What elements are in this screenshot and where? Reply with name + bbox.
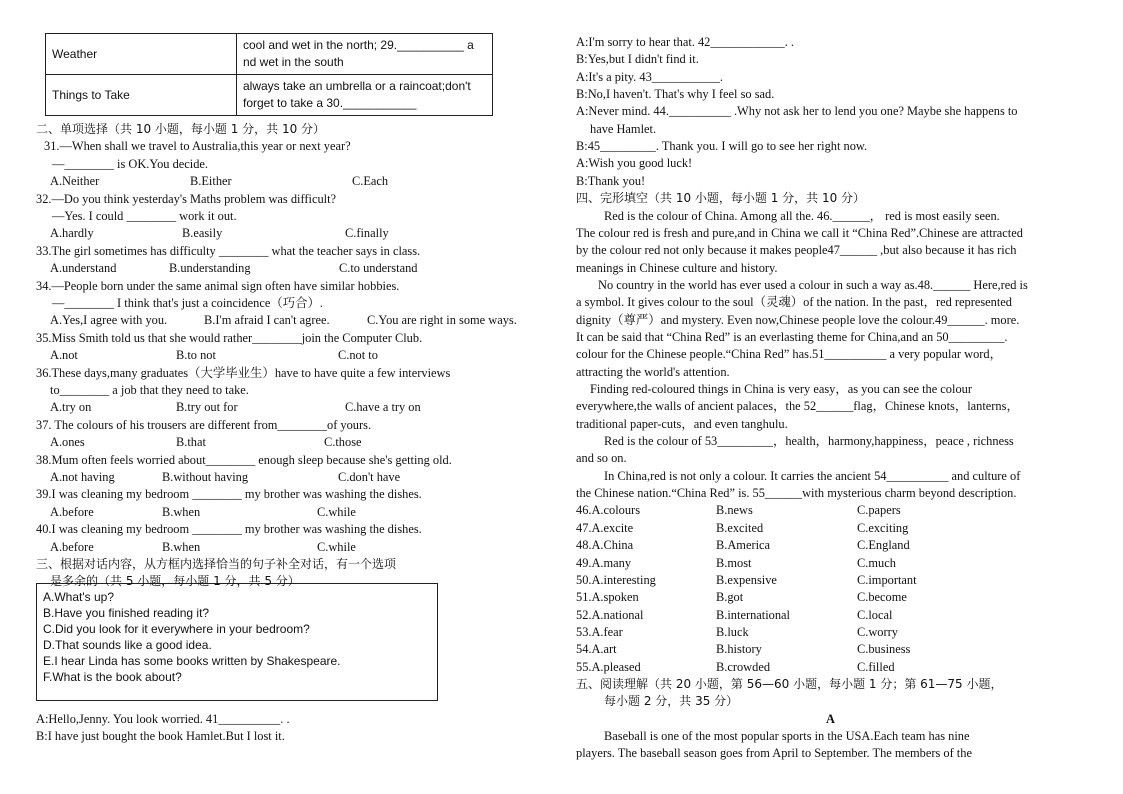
option-item: A.ones xyxy=(50,435,85,450)
passage-line: In China,red is not only a colour. It carries the ancient 54__________ and culture of xyxy=(604,468,1021,483)
question-line: 38.Mum often feels worried about________ enough sleep because she's getting old. xyxy=(36,452,452,467)
option-item: A.Neither xyxy=(50,174,100,189)
option-item: C.become xyxy=(857,590,907,605)
option-item: B.crowded xyxy=(716,659,771,674)
passage-line: Red is the colour of 53_________，health，harmony,happiness，peace , richness xyxy=(604,434,1014,449)
passage-line: B:45_________. Thank you. I will go to see her right now. xyxy=(576,139,868,154)
option-item: A.before xyxy=(50,504,94,519)
section-heading: 是多余的（共 5 小题，每小题 1 分，共 5 分） xyxy=(50,574,300,589)
option-item: C.finally xyxy=(345,226,389,241)
question-line: —________ I think that's just a coincidence（巧合）. xyxy=(52,296,323,310)
option-item: 53.A.fear xyxy=(576,624,623,639)
option-item: B.when xyxy=(162,504,201,519)
option-item: B.that xyxy=(176,435,206,450)
passage-line: A:It's a pity. 43___________. xyxy=(576,69,724,84)
passage-line: colour for the Chinese people.“China Red” has.51__________ a very popular word， xyxy=(576,347,1002,362)
option-item: C.have a try on xyxy=(345,400,421,415)
option-item: C.much xyxy=(857,555,896,570)
option-item: 52.A.national xyxy=(576,607,644,622)
section-heading: 三、根据对话内容，从方框内选择恰当的句子补全对话，有一个选项 xyxy=(36,557,397,571)
passage-line: The colour red is fresh and pure,and in China we call it “China Red”.Chinese are attracted xyxy=(576,225,1023,240)
option-item: 50.A.interesting xyxy=(576,572,656,587)
option-item: C.while xyxy=(317,504,356,519)
passage-line: No country in the world has ever used a colour in such a way as.48.______ Here,red is xyxy=(598,277,1028,292)
option-item: A.not having xyxy=(50,470,115,484)
option-item: C.Each xyxy=(352,174,389,189)
box-option: D.That sounds like a good idea. xyxy=(43,638,212,652)
option-item: 51.A.spoken xyxy=(576,590,639,605)
option-item: 54.A.art xyxy=(576,642,617,657)
passage-line: B:Thank you! xyxy=(576,173,646,188)
passage-line: a symbol. It gives colour to the soul（灵魂）of the nation. In the past，red represented xyxy=(576,295,1012,310)
option-item: B.I'm afraid I can't agree. xyxy=(204,313,330,328)
box-option: C.Did you look for it everywhere in your bedroom? xyxy=(43,622,310,636)
table-cell-value xyxy=(237,75,493,116)
passage-line: A xyxy=(826,711,835,726)
box-option: A.What's up? xyxy=(43,590,114,604)
passage-line: dignity（尊严）and mystery. Even now,Chinese people love the colour.49______. more. xyxy=(576,312,1020,327)
section-heading: 二、单项选择（共 10 小题，每小题 1 分，共 10 分） xyxy=(36,122,326,136)
option-item: B.international xyxy=(716,607,790,622)
question-line: to________ a job that they need to take. xyxy=(50,383,249,397)
section-heading: 五、阅读理解（共 20 小题，第 56—60 小题，每小题 1 分；第 61—75 小题， xyxy=(576,676,1003,691)
option-item: B.when xyxy=(162,539,201,554)
box-option: E.I hear Linda has some books written by Shakespeare. xyxy=(43,654,341,668)
table-cell-value xyxy=(237,34,493,75)
option-item: B.understanding xyxy=(169,261,251,276)
cell-line: cool and wet in the north; 29.__________ a xyxy=(243,38,474,52)
passage-line: A:Wish you good luck! xyxy=(576,156,693,171)
option-item: A.not xyxy=(50,348,78,363)
passage-line: Finding red-coloured things in China is very easy，as you can see the colour xyxy=(590,382,972,396)
passage-line: everywhere,the walls of ancient palaces，the 52______flag，Chinese knots，lanterns， xyxy=(576,399,1019,414)
box-option: F.What is the book about? xyxy=(43,670,182,684)
dialogue-line: A:Hello,Jenny. You look worried. 41__________. . xyxy=(36,712,290,726)
info-table xyxy=(45,33,493,116)
option-item: C.those xyxy=(324,435,362,450)
passage-line: the Chinese nation.“China Red” is. 55______with mysterious charm beyond description. xyxy=(576,486,1017,501)
option-item: C.filled xyxy=(857,659,895,674)
cell-line: always take an umbrella or a raincoat;don't xyxy=(243,79,471,93)
option-item: 49.A.many xyxy=(576,555,632,570)
passage-line: meanings in Chinese culture and history. xyxy=(576,260,778,275)
table-row xyxy=(46,34,493,75)
question-line: 35.Miss Smith told us that she would rather________join the Computer Club. xyxy=(36,330,423,345)
box-option: B.Have you finished reading it? xyxy=(43,606,210,620)
question-line: —Yes. I could ________ work it out. xyxy=(52,209,237,223)
option-item: B.news xyxy=(716,503,753,518)
question-line: 34.—People born under the same animal sign often have similar hobbies. xyxy=(36,278,400,293)
passage-line: B:No,I haven't. That's why I feel so sad. xyxy=(576,87,775,102)
option-item: B.got xyxy=(716,590,744,605)
option-item: C.exciting xyxy=(857,520,909,535)
cell-line: forget to take a 30.___________ xyxy=(243,96,417,110)
table-cell-key: Things to Take xyxy=(46,75,237,116)
option-item: C.You are right in some ways. xyxy=(367,313,517,328)
option-item: C.papers xyxy=(857,503,901,518)
option-item: B.without having xyxy=(162,470,249,484)
option-item: C.business xyxy=(857,642,911,657)
question-line: —________ is OK.You decide. xyxy=(52,156,209,171)
question-line: 39.I was cleaning my bedroom ________ my brother was washing the dishes. xyxy=(36,487,422,502)
option-item: B.to not xyxy=(176,348,216,363)
passage-line: B:Yes,but I didn't find it. xyxy=(576,52,699,67)
option-item: B.Either xyxy=(190,174,232,189)
passage-line: players. The baseball season goes from April to September. The members of the xyxy=(576,746,972,761)
passage-line: attracting the world's attention. xyxy=(576,364,730,379)
option-item: C.to understand xyxy=(339,261,418,276)
cell-line: nd wet in the south xyxy=(243,55,344,69)
option-item: C.local xyxy=(857,607,893,622)
section-heading: 四、完形填空（共 10 小题，每小题 1 分，共 10 分） xyxy=(576,191,866,206)
option-item: B.try out for xyxy=(176,400,238,415)
passage-line: traditional paper-cuts，and even tanghulu. xyxy=(576,416,788,431)
option-item: C.England xyxy=(857,538,910,553)
option-item: C.while xyxy=(317,539,356,554)
option-item: A.try on xyxy=(50,400,92,415)
passage-line: have Hamlet. xyxy=(590,121,657,136)
question-line: 36.These days,many graduates（大学毕业生）have to have quite a few interviews xyxy=(36,365,451,380)
passage-line: Baseball is one of the most popular sports in the USA.Each team has nine xyxy=(604,729,970,743)
option-item: B.history xyxy=(716,642,762,657)
option-item: B.most xyxy=(716,555,752,570)
option-item: B.easily xyxy=(182,226,223,241)
option-box xyxy=(36,583,438,701)
option-item: 48.A.China xyxy=(576,538,634,553)
question-line: 32.—Do you think yesterday's Maths problem was difficult? xyxy=(36,191,337,206)
option-item: A.before xyxy=(50,539,94,554)
option-item: C.worry xyxy=(857,624,898,639)
option-item: 55.A.pleased xyxy=(576,659,641,674)
question-line: 37. The colours of his trousers are different from________of yours. xyxy=(36,417,372,432)
question-line: 31.—When shall we travel to Australia,this year or next year? xyxy=(44,139,351,154)
option-item: 47.A.excite xyxy=(576,520,634,535)
option-item: C.don't have xyxy=(338,470,401,484)
option-item: B.America xyxy=(716,538,771,553)
dialogue-line: B:I have just bought the book Hamlet.But I lost it. xyxy=(36,729,285,744)
option-item: A.hardly xyxy=(50,226,94,241)
passage-line: A:I'm sorry to hear that. 42____________. . xyxy=(576,35,795,49)
passage-line: Red is the colour of China. Among all the. 46.______， red is most easily seen. xyxy=(604,208,1000,223)
option-item: B.luck xyxy=(716,624,749,639)
option-item: A.Yes,I agree with you. xyxy=(50,313,168,328)
question-line: 33.The girl sometimes has difficulty ________ what the teacher says in class. xyxy=(36,243,421,258)
option-item: A.understand xyxy=(50,261,117,276)
option-item: C.not to xyxy=(338,348,378,363)
passage-line: and so on. xyxy=(576,451,627,466)
section-heading: 每小题 2 分，共 35 分） xyxy=(604,694,739,709)
passage-line: by the colour red not only because it makes people47______ ,but also because it has rich xyxy=(576,243,1017,258)
option-item: 46.A.colours xyxy=(576,503,641,518)
table-row xyxy=(46,75,493,116)
option-item: B.excited xyxy=(716,520,764,535)
passage-line: It can be said that “China Red” is an everlasting theme for China,and an 50_________. xyxy=(576,329,1008,344)
question-line: 40.I was cleaning my bedroom ________ my brother was washing the dishes. xyxy=(36,522,422,537)
table-cell-key: Weather xyxy=(46,34,237,75)
option-item: C.important xyxy=(857,572,917,587)
option-item: B.expensive xyxy=(716,572,777,587)
passage-line: A:Never mind. 44.__________ .Why not ask her to lend you one? Maybe she happens to xyxy=(576,104,1018,119)
